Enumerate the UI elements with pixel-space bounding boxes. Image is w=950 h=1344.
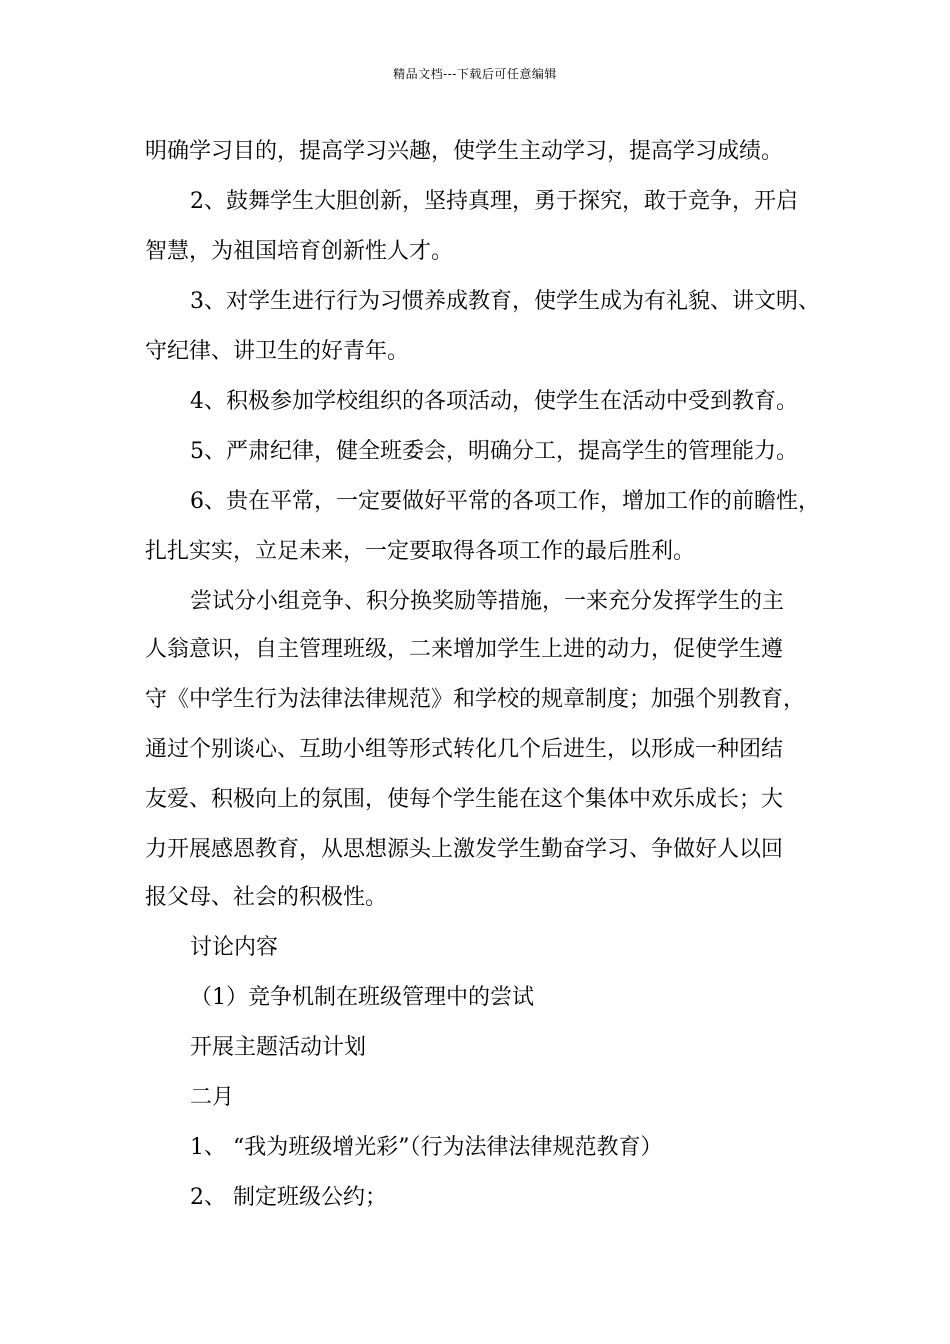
text-line: 4、积极参加学校组织的各项活动，使学生在活动中受到教育。 xyxy=(190,389,798,414)
text-line: 守纪律、讲卫生的好青年。 xyxy=(145,339,410,364)
text-line: 2、鼓舞学生大胆创新，坚持真理，勇于探究，敢于竞争，开启 xyxy=(190,189,798,214)
text-line: 尝试分小组竞争、积分换奖励等措施，一来充分发挥学生的主 xyxy=(190,589,785,614)
text-line: （1）竞争机制在班级管理中的尝试 xyxy=(190,985,534,1010)
text-line: 人翁意识，自主管理班级，二来增加学生上进的动力，促使学生遵 xyxy=(145,637,784,662)
text-line: 力开展感恩教育，从思想源头上激发学生勤奋学习、争做好人以回 xyxy=(145,837,784,862)
text-line: 3、对学生进行行为习惯养成教育，使学生成为有礼貌、讲文明、 xyxy=(190,289,820,314)
text-line: 守《中学生行为法律法律规范》和学校的规章制度；加强个别教育， xyxy=(145,687,806,712)
text-line: 二月 xyxy=(190,1085,235,1110)
text-line: 通过个别谈心、互助小组等形式转化几个后进生，以形成一种团结 xyxy=(145,737,784,762)
text-line: 友爱、积极向上的氛围，使每个学生能在这个集体中欢乐成长；大 xyxy=(145,787,784,812)
page-header: 精品文档---下载后可任意编辑 xyxy=(393,67,557,81)
text-line: 智慧，为祖国培育创新性人才。 xyxy=(145,239,454,264)
text-line: 5、严肃纪律，健全班委会，明确分工，提高学生的管理能力。 xyxy=(190,439,798,464)
text-line: 报父母、社会的积极性。 xyxy=(145,885,388,910)
text-line: 2、 制定班级公约； xyxy=(190,1185,387,1210)
text-line: 1、 “我为班级增光彩”（行为法律法律规范教育） xyxy=(190,1135,663,1160)
text-line: 扎扎实实，立足未来，一定要取得各项工作的最后胜利。 xyxy=(145,539,696,564)
text-line: 讨论内容 xyxy=(190,935,279,960)
text-line: 开展主题活动计划 xyxy=(190,1035,367,1060)
text-line: 明确学习目的，提高学习兴趣，使学生主动学习，提高学习成绩。 xyxy=(145,139,784,164)
text-line: 6、贵在平常，一定要做好平常的各项工作，增加工作的前瞻性， xyxy=(190,489,820,514)
